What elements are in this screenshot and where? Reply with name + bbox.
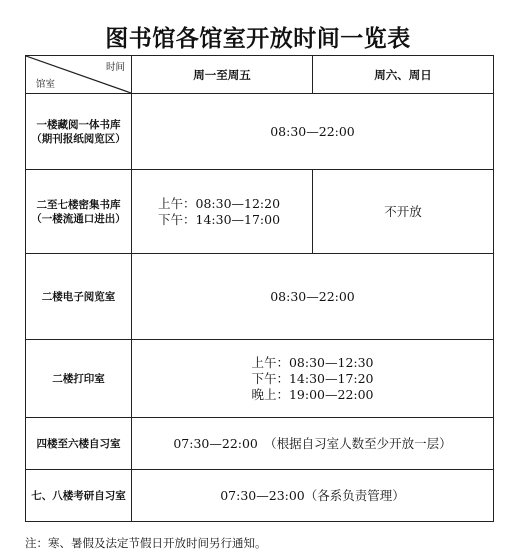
opening-hours (132, 340, 494, 418)
room-name: 二楼打印室 (26, 340, 132, 418)
afternoon-hours: 下午：14:30—17:00 (158, 211, 281, 227)
header-weekend: 周六、周日 (313, 56, 494, 94)
morning-hours: 上午：08:30—12:20 (158, 195, 281, 211)
evening-hours: 晚上：19:00—22:00 (251, 386, 374, 402)
opening-hours: 08:30—22:00 (132, 254, 494, 340)
table-row (26, 254, 494, 340)
page-title: 图书馆各馆室开放时间一览表 (105, 26, 411, 52)
weekend-hours: 不开放 (313, 170, 494, 254)
room-name: 七、八楼考研自习室 (26, 470, 132, 522)
diagonal-header-cell (26, 56, 132, 94)
weekday-hours (132, 170, 313, 254)
opening-hours: 07:30—23:00（各系负责管理） (132, 470, 494, 522)
table-row (26, 340, 494, 418)
table-header-row (26, 56, 494, 94)
footnote: 注：寒、暑假及法定节假日开放时间另行通知。 (25, 536, 267, 550)
header-weekdays: 周一至周五 (132, 56, 313, 94)
opening-hours: 08:30—22:00 (132, 94, 494, 170)
room-name: 一楼藏阅一体书库（期刊报纸阅览区） (26, 94, 132, 170)
opening-hours-table (25, 55, 494, 522)
afternoon-hours: 下午：14:30—17:20 (251, 370, 374, 386)
table-row (26, 170, 494, 254)
header-room-label: 馆室 (36, 79, 56, 90)
table-row (26, 94, 494, 170)
room-name: 四楼至六楼自习室 (26, 418, 132, 470)
header-time-label: 时间 (105, 62, 125, 73)
morning-hours: 上午：08:30—12:30 (251, 354, 374, 370)
room-name: 二楼电子阅览室 (26, 254, 132, 340)
table-row (26, 470, 494, 522)
room-name: 二至七楼密集书库（一楼流通口进出） (26, 170, 132, 254)
opening-hours: 07:30—22:00 （根据自习室人数至少开放一层） (132, 418, 494, 470)
table-row (26, 418, 494, 470)
